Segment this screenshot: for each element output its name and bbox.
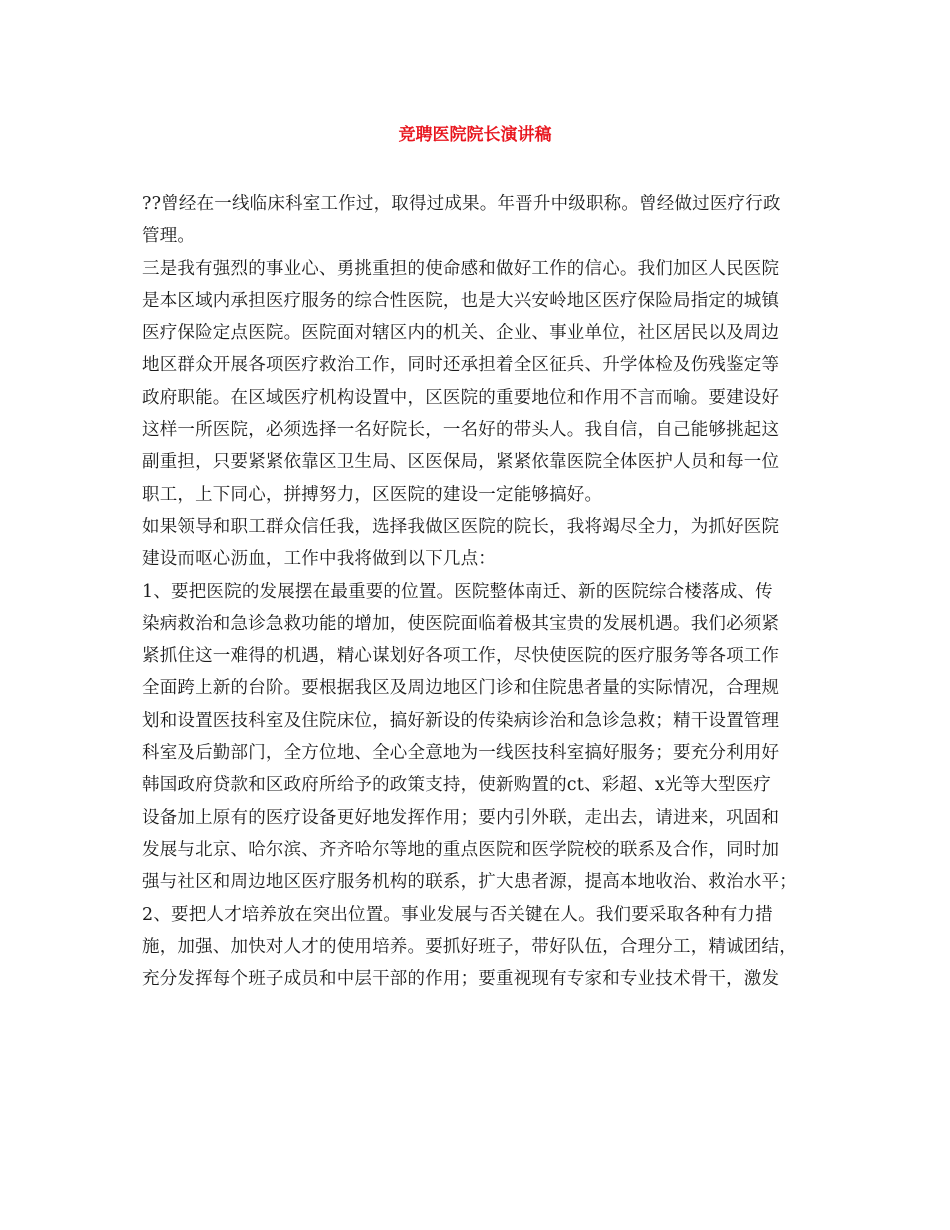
body-line: 强与社区和周边地区医疗服务机构的联系，扩大患者源，提高本地收治、救治水平；	[142, 872, 797, 893]
document-title: 竞聘医院院长演讲稿	[398, 125, 552, 145]
body-line: 1、要把医院的发展摆在最重要的位置。医院整体南迁、新的医院综合楼落成、传	[142, 581, 773, 602]
body-line: 政府职能。在区域医疗机构设置中，区医院的重要地位和作用不言而喻。要建设好	[142, 387, 780, 408]
body-line: 地区群众开展各项医疗救治工作，同时还承担着全区征兵、升学体检及伤残鉴定等	[142, 355, 780, 376]
body-line: 管理。	[142, 226, 196, 247]
document-body	[142, 188, 822, 995]
body-line: 如果领导和职工群众信任我，选择我做区医院的院长，我将竭尽全力，为抓好医院	[142, 516, 780, 537]
body-line: 紧抓住这一难得的机遇，精心谋划好各项工作，尽快使医院的医疗服务等各项工作	[142, 646, 780, 667]
body-line: 是本区域内承担医疗服务的综合性医院，也是大兴安岭地区医疗保险局指定的城镇	[142, 290, 780, 311]
body-line: 设备加上原有的医疗设备更好地发挥作用；要内引外联，走出去，请进来，巩固和	[142, 807, 780, 828]
body-line: 施，加强、加快对人才的使用培养。要抓好班子，带好队伍，合理分工，精诚团结，	[142, 936, 797, 957]
body-line: 全面跨上新的台阶。要根据我区及周边地区门诊和住院患者量的实际情况，合理规	[142, 678, 780, 699]
body-line: 染病救治和急诊急救功能的增加，使医院面临着极其宝贵的发展机遇。我们必须紧	[142, 613, 780, 634]
body-line: 科室及后勤部门，全方位地、全心全意地为一线医技科室搞好服务；要充分利用好	[142, 743, 780, 764]
body-line: 职工，上下同心，拼搏努力，区医院的建设一定能够搞好。	[142, 484, 603, 505]
body-line: 发展与北京、哈尔滨、齐齐哈尔等地的重点医院和医学院校的联系及合作，同时加	[142, 839, 780, 860]
body-line: 三是我有强烈的事业心、勇挑重担的使命感和做好工作的信心。我们加区人民医院	[142, 258, 780, 279]
body-line: 副重担，只要紧紧依靠区卫生局、区医保局，紧紧依靠医院全体医护人员和每一位	[142, 452, 780, 473]
body-line: 2、要把人才培养放在突出位置。事业发展与否关键在人。我们要采取各种有力措	[142, 904, 773, 925]
body-line: 这样一所医院，必须选择一名好院长，一名好的带头人。我自信，自己能够挑起这	[142, 420, 780, 441]
body-line: 划和设置医技科室及住院床位，搞好新设的传染病诊治和急诊急救；精干设置管理	[142, 710, 780, 731]
body-line: 建设而呕心沥血，工作中我将做到以下几点：	[142, 549, 496, 570]
body-line: 韩国政府贷款和区政府所给予的政策支持，使新购置的ct、彩超、x光等大型医疗	[142, 775, 772, 796]
body-line: 医疗保险定点医院。医院面对辖区内的机关、企业、事业单位，社区居民以及周边	[142, 323, 780, 344]
body-line: 充分发挥每个班子成员和中层干部的作用；要重视现有专家和专业技术骨干，激发	[142, 969, 780, 990]
body-line: ??曾经在一线临床科室工作过，取得过成果。年晋升中级职称。曾经做过医疗行政	[142, 194, 781, 214]
